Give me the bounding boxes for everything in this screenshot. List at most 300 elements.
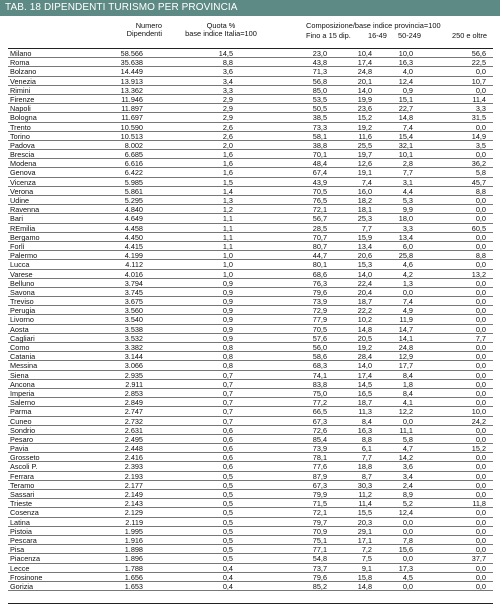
header-numero-line2: Dipendenti xyxy=(126,29,162,38)
numero-cell: 35.638 xyxy=(120,58,143,68)
quota-cell: 1,0 xyxy=(222,251,233,261)
quota-cell: 3,3 xyxy=(222,85,233,95)
range-16-49-cell: 16,3 xyxy=(357,425,372,435)
range-16-49-cell: 20,5 xyxy=(357,333,372,343)
range-16-49-cell: 11,2 xyxy=(358,490,372,499)
province-cell: Sondrio xyxy=(10,425,36,435)
province-cell: Napoli xyxy=(10,104,31,114)
table-row xyxy=(8,508,493,517)
range-16-49-cell: 15,8 xyxy=(357,572,372,582)
table-row xyxy=(8,233,493,242)
fino-15-cell: 67,3 xyxy=(312,416,327,426)
range-16-49-cell: 7,4 xyxy=(361,177,372,187)
numero-cell: 5.861 xyxy=(124,186,143,196)
range-16-49-cell: 19,1 xyxy=(357,168,372,178)
range-16-49-cell: 14,0 xyxy=(357,269,372,279)
range-250-oltre-cell: 0,0 xyxy=(475,572,486,582)
province-cell: Venezia xyxy=(10,76,36,86)
numero-cell: 2.853 xyxy=(124,388,143,398)
quota-cell: 0,7 xyxy=(222,407,233,417)
range-50-249-cell: 1,3 xyxy=(402,278,413,288)
quota-cell: 1,1 xyxy=(222,241,233,251)
table-row xyxy=(8,150,493,159)
range-50-249-cell: 0,9 xyxy=(402,85,413,95)
range-16-49-cell: 8,7 xyxy=(361,471,372,481)
table-row xyxy=(8,132,493,141)
province-cell: Forlì xyxy=(10,241,25,251)
table-row xyxy=(8,168,493,177)
range-16-49-cell: 10,4 xyxy=(357,49,372,58)
quota-cell: 3,4 xyxy=(222,76,233,86)
range-16-49-cell: 25,3 xyxy=(357,214,372,224)
fino-15-cell: 56,0 xyxy=(312,343,327,352)
range-16-49-cell: 12,6 xyxy=(357,159,372,169)
numero-cell: 3.066 xyxy=(124,361,143,371)
range-16-49-cell: 25,5 xyxy=(357,140,372,150)
quota-cell: 0,4 xyxy=(222,572,233,582)
numero-cell: 2.732 xyxy=(124,416,143,426)
range-16-49-cell: 14,5 xyxy=(357,379,372,389)
table-row xyxy=(8,536,493,545)
fino-15-cell: 44,7 xyxy=(312,251,327,261)
range-50-249-cell: 7,4 xyxy=(402,297,413,307)
range-50-249-cell: 5,8 xyxy=(402,434,413,444)
header-quota-line2: base indice Italia=100 xyxy=(185,29,257,38)
range-16-49-cell: 17,4 xyxy=(357,58,372,68)
table-row xyxy=(8,453,493,462)
range-250-oltre-cell: 0,0 xyxy=(475,260,486,270)
numero-cell: 1.995 xyxy=(124,526,143,536)
table-row xyxy=(8,371,493,380)
numero-cell: 2.935 xyxy=(124,370,143,380)
fino-15-cell: 70,1 xyxy=(312,150,327,160)
range-250-oltre-cell: 5,8 xyxy=(475,168,486,178)
range-16-49-cell: 20,4 xyxy=(357,287,372,297)
range-50-249-cell: 12,4 xyxy=(398,508,413,518)
numero-cell: 5.295 xyxy=(124,196,143,205)
range-50-249-cell: 7,4 xyxy=(402,122,413,132)
fino-15-cell: 23,0 xyxy=(312,49,327,58)
range-250-oltre-cell: 0,0 xyxy=(475,462,486,472)
table-row xyxy=(8,67,493,76)
table-row xyxy=(8,481,493,490)
fino-15-cell: 79,6 xyxy=(312,572,327,582)
numero-cell: 3.538 xyxy=(124,324,143,334)
range-250-oltre-cell: 0,0 xyxy=(475,517,486,527)
quota-cell: 0,7 xyxy=(222,398,233,408)
numero-cell: 2.631 xyxy=(124,425,143,435)
quota-cell: 8,8 xyxy=(222,58,233,68)
quota-cell: 14,5 xyxy=(218,49,233,58)
range-50-249-cell: 4,1 xyxy=(402,398,413,408)
range-50-249-cell: 14,1 xyxy=(398,333,413,343)
range-250-oltre-cell: 0,0 xyxy=(475,205,486,215)
range-250-oltre-cell: 0,0 xyxy=(475,297,486,307)
fino-15-cell: 79,7 xyxy=(312,517,327,527)
range-16-49-cell: 20,6 xyxy=(357,251,372,261)
province-cell: Gorizia xyxy=(10,581,34,591)
table-row xyxy=(8,417,493,426)
range-50-249-cell: 4,4 xyxy=(402,186,413,196)
range-16-49-cell: 19,2 xyxy=(357,343,372,352)
table-row xyxy=(8,205,493,214)
range-250-oltre-cell: 0,0 xyxy=(475,480,486,490)
range-50-249-cell: 4,2 xyxy=(402,269,413,279)
range-16-49-cell: 28,4 xyxy=(357,352,372,362)
quota-cell: 0,4 xyxy=(222,581,233,591)
numero-cell: 6.616 xyxy=(124,159,143,169)
numero-cell: 2.448 xyxy=(124,444,143,454)
range-16-49-cell: 18,7 xyxy=(357,297,372,307)
numero-cell: 4.458 xyxy=(124,223,143,233)
province-cell: Frosinone xyxy=(10,572,43,582)
fino-15-cell: 75,0 xyxy=(312,388,327,398)
numero-cell: 3.382 xyxy=(124,343,143,352)
range-50-249-cell: 3,1 xyxy=(402,177,413,187)
province-cell: REmilia xyxy=(10,223,36,233)
table-row xyxy=(8,334,493,343)
numero-cell: 1.653 xyxy=(124,581,143,591)
fino-15-cell: 85,4 xyxy=(312,434,327,444)
fino-15-cell: 43,9 xyxy=(312,177,327,187)
quota-cell: 0,9 xyxy=(222,278,233,288)
fino-15-cell: 76,3 xyxy=(312,278,327,288)
range-16-49-cell: 8,4 xyxy=(361,416,372,426)
quota-cell: 0,5 xyxy=(222,517,233,527)
table-row xyxy=(8,178,493,187)
range-16-49-cell: 15,5 xyxy=(357,508,372,518)
quota-cell: 1,6 xyxy=(222,168,233,178)
numero-cell: 11.897 xyxy=(121,104,143,114)
range-250-oltre-cell: 24,2 xyxy=(471,416,486,426)
province-cell: Varese xyxy=(10,269,33,279)
range-250-oltre-cell: 0,0 xyxy=(475,306,486,316)
range-250-oltre-cell: 0,0 xyxy=(475,526,486,536)
quota-cell: 1,4 xyxy=(222,186,233,196)
range-250-oltre-cell: 0,0 xyxy=(475,490,486,499)
province-cell: Perugia xyxy=(10,306,36,316)
range-250-oltre-cell: 0,0 xyxy=(475,545,486,555)
range-16-49-cell: 15,2 xyxy=(357,113,372,123)
province-cell: Lecce xyxy=(10,563,30,573)
table-row xyxy=(8,582,493,591)
fino-15-cell: 80,1 xyxy=(312,260,327,270)
table-row xyxy=(8,196,493,205)
province-cell: Pavia xyxy=(10,444,29,454)
numero-cell: 2.393 xyxy=(124,462,143,472)
table-row xyxy=(8,260,493,269)
fino-15-cell: 87,9 xyxy=(312,471,327,481)
quota-cell: 1,3 xyxy=(222,196,233,205)
province-cell: Verona xyxy=(10,186,34,196)
fino-15-cell: 72,1 xyxy=(312,508,327,518)
range-50-249-cell: 8,9 xyxy=(402,490,413,499)
range-50-249-cell: 4,5 xyxy=(402,572,413,582)
range-250-oltre-cell: 31,5 xyxy=(471,113,486,123)
table-row xyxy=(8,426,493,435)
range-250-oltre-cell: 0,0 xyxy=(475,425,486,435)
range-16-49-cell: 18,8 xyxy=(357,462,372,472)
numero-cell: 4.840 xyxy=(124,205,143,215)
numero-cell: 2.149 xyxy=(124,490,143,499)
numero-cell: 2.416 xyxy=(124,453,143,463)
table-row xyxy=(8,545,493,554)
fino-15-cell: 53,5 xyxy=(312,94,327,104)
range-16-49-cell: 22,4 xyxy=(357,278,372,288)
range-16-49-cell: 14,0 xyxy=(357,85,372,95)
quota-cell: 0,9 xyxy=(222,306,233,316)
table-row xyxy=(8,564,493,573)
range-50-249-cell: 3,3 xyxy=(402,223,413,233)
range-50-249-cell: 15,1 xyxy=(398,94,413,104)
range-50-249-cell: 17,7 xyxy=(398,361,413,371)
range-50-249-cell: 24,8 xyxy=(398,343,413,352)
fino-15-cell: 79,9 xyxy=(312,490,327,499)
table-row xyxy=(8,407,493,416)
fino-15-cell: 70,9 xyxy=(312,526,327,536)
range-250-oltre-cell: 8,8 xyxy=(475,186,486,196)
range-50-249-cell: 0,0 xyxy=(402,517,413,527)
province-cell: Grosseto xyxy=(10,453,40,463)
quota-cell: 0,6 xyxy=(222,444,233,454)
table-title: TAB. 18 DIPENDENTI TURISMO PER PROVINCIA xyxy=(0,0,500,16)
range-50-249-cell: 3,4 xyxy=(402,471,413,481)
range-16-49-cell: 30,3 xyxy=(357,480,372,490)
fino-15-cell: 77,1 xyxy=(312,545,327,555)
province-cell: Siena xyxy=(10,370,29,380)
fino-15-cell: 70,5 xyxy=(312,186,327,196)
range-16-49-cell: 11,3 xyxy=(358,407,372,417)
quota-cell: 2,9 xyxy=(222,94,233,104)
range-16-49-cell: 9,1 xyxy=(361,563,372,573)
numero-cell: 8.002 xyxy=(124,140,143,150)
range-250-oltre-cell: 3,5 xyxy=(475,140,486,150)
range-250-oltre-cell: 0,0 xyxy=(475,196,486,205)
table-row xyxy=(8,58,493,67)
numero-cell: 1.916 xyxy=(124,535,143,545)
quota-cell: 3,6 xyxy=(222,67,233,77)
province-cell: Pisa xyxy=(10,545,25,555)
header-numero xyxy=(112,22,162,38)
quota-cell: 2,6 xyxy=(222,122,233,132)
range-250-oltre-cell: 15,2 xyxy=(471,444,486,454)
numero-cell: 3.540 xyxy=(124,315,143,325)
numero-cell: 1.656 xyxy=(124,572,143,582)
numero-cell: 2.119 xyxy=(125,517,143,527)
fino-15-cell: 85,0 xyxy=(312,85,327,95)
province-cell: Udine xyxy=(10,196,30,205)
range-250-oltre-cell: 22,5 xyxy=(471,58,486,68)
table-row xyxy=(8,270,493,279)
table-row xyxy=(8,343,493,352)
province-cell: Belluno xyxy=(10,278,35,288)
fino-15-cell: 78,1 xyxy=(312,453,327,463)
range-50-249-cell: 12,4 xyxy=(398,76,413,86)
range-250-oltre-cell: 0,0 xyxy=(475,535,486,545)
table-row xyxy=(8,527,493,536)
table-row xyxy=(8,554,493,563)
quota-cell: 1,5 xyxy=(222,177,233,187)
range-50-249-cell: 6,0 xyxy=(402,241,413,251)
numero-cell: 2.193 xyxy=(124,471,143,481)
province-cell: Imperia xyxy=(10,388,35,398)
range-50-249-cell: 12,2 xyxy=(398,407,413,417)
quota-cell: 0,5 xyxy=(222,526,233,536)
range-50-249-cell: 15,6 xyxy=(398,545,413,555)
province-cell: Pesaro xyxy=(10,434,34,444)
range-16-49-cell: 20,3 xyxy=(357,517,372,527)
numero-cell: 3.144 xyxy=(124,352,143,362)
quota-cell: 0,5 xyxy=(222,554,233,564)
fino-15-cell: 28,5 xyxy=(312,223,327,233)
range-16-49-cell: 19,2 xyxy=(357,122,372,132)
range-50-249-cell: 11,1 xyxy=(399,425,413,435)
province-cell: Padova xyxy=(10,140,35,150)
range-50-249-cell: 5,3 xyxy=(402,196,413,205)
province-cell: Rimini xyxy=(10,85,31,95)
table-row xyxy=(8,444,493,453)
range-16-49-cell: 16,5 xyxy=(357,388,372,398)
table-row xyxy=(8,86,493,95)
range-250-oltre-cell: 0,0 xyxy=(475,379,486,389)
province-cell: Latina xyxy=(10,517,30,527)
table-body xyxy=(8,49,493,591)
fino-15-cell: 83,8 xyxy=(312,379,327,389)
fino-15-cell: 80,7 xyxy=(312,241,327,251)
range-16-49-cell: 18,1 xyxy=(357,205,372,215)
fino-15-cell: 71,5 xyxy=(312,499,327,509)
range-250-oltre-cell: 3,3 xyxy=(475,104,486,114)
province-cell: Catania xyxy=(10,352,36,362)
province-cell: Lucca xyxy=(10,260,30,270)
fino-15-cell: 73,9 xyxy=(312,444,327,454)
range-250-oltre-cell: 60,5 xyxy=(471,223,486,233)
range-50-249-cell: 1,8 xyxy=(402,379,413,389)
range-250-oltre-cell: 0,0 xyxy=(475,370,486,380)
quota-cell: 0,9 xyxy=(222,297,233,307)
range-50-249-cell: 9,9 xyxy=(402,205,413,215)
range-16-49-cell: 24,8 xyxy=(357,67,372,77)
range-250-oltre-cell: 0,0 xyxy=(475,85,486,95)
range-50-249-cell: 16,3 xyxy=(398,58,413,68)
numero-cell: 3.560 xyxy=(124,306,143,316)
province-cell: Piacenza xyxy=(10,554,41,564)
fino-15-cell: 85,2 xyxy=(312,581,327,591)
quota-cell: 0,4 xyxy=(222,563,233,573)
range-250-oltre-cell: 0,0 xyxy=(475,241,486,251)
quota-cell: 0,9 xyxy=(222,315,233,325)
range-50-249-cell: 11,9 xyxy=(399,315,413,325)
range-16-49-cell: 23,6 xyxy=(357,104,372,114)
numero-cell: 3.675 xyxy=(124,297,143,307)
province-cell: Ravenna xyxy=(10,205,40,215)
range-16-49-cell: 17,4 xyxy=(357,370,372,380)
province-cell: Teramo xyxy=(10,480,35,490)
range-50-249-cell: 15,4 xyxy=(398,131,413,141)
range-250-oltre-cell: 11,8 xyxy=(472,499,486,509)
quota-cell: 2,6 xyxy=(222,131,233,141)
range-50-249-cell: 0,0 xyxy=(402,581,413,591)
range-50-249-cell: 2,4 xyxy=(402,480,413,490)
province-cell: Trento xyxy=(10,122,31,132)
table-row xyxy=(8,123,493,132)
quota-cell: 0,6 xyxy=(222,425,233,435)
quota-cell: 0,5 xyxy=(222,535,233,545)
range-250-oltre-cell: 0,0 xyxy=(475,508,486,518)
province-cell: Palermo xyxy=(10,251,38,261)
numero-cell: 2.495 xyxy=(124,434,143,444)
province-cell: Roma xyxy=(10,58,30,68)
province-cell: Bolzano xyxy=(10,67,37,77)
table-row xyxy=(8,95,493,104)
fino-15-cell: 73,7 xyxy=(312,563,327,573)
range-16-49-cell: 16,0 xyxy=(357,186,372,196)
table-row xyxy=(8,380,493,389)
fino-15-cell: 76,5 xyxy=(312,196,327,205)
table-row xyxy=(8,306,493,315)
table-row xyxy=(8,297,493,306)
range-50-249-cell: 12,9 xyxy=(398,352,413,362)
quota-cell: 0,9 xyxy=(222,333,233,343)
quota-cell: 0,6 xyxy=(222,434,233,444)
fino-15-cell: 66,5 xyxy=(312,407,327,417)
range-16-49-cell: 7,2 xyxy=(361,545,372,555)
range-250-oltre-cell: 45,7 xyxy=(471,177,486,187)
table-row xyxy=(8,472,493,481)
header-fino-15: Fino a 15 dip. xyxy=(306,31,351,40)
province-cell: Trieste xyxy=(10,499,33,509)
range-50-249-cell: 3,6 xyxy=(402,462,413,472)
province-cell: Genova xyxy=(10,168,36,178)
quota-cell: 0,7 xyxy=(222,416,233,426)
range-16-49-cell: 14,8 xyxy=(357,324,372,334)
quota-cell: 2,9 xyxy=(222,104,233,114)
range-16-49-cell: 7,7 xyxy=(361,453,372,463)
table-row xyxy=(8,104,493,113)
fino-15-cell: 68,3 xyxy=(312,361,327,371)
table-row xyxy=(8,187,493,196)
province-cell: Bari xyxy=(10,214,23,224)
header-quota xyxy=(176,22,266,38)
quota-cell: 0,7 xyxy=(222,388,233,398)
fino-15-cell: 79,6 xyxy=(312,287,327,297)
range-16-49-cell: 11,4 xyxy=(358,499,372,509)
header-50-249: 50-249 xyxy=(398,31,422,40)
fino-15-cell: 70,5 xyxy=(312,324,327,334)
range-50-249-cell: 2,8 xyxy=(402,159,413,169)
range-50-249-cell: 0,0 xyxy=(402,526,413,536)
range-250-oltre-cell: 0,0 xyxy=(475,563,486,573)
fino-15-cell: 56,7 xyxy=(312,214,327,224)
range-50-249-cell: 0,0 xyxy=(402,287,413,297)
quota-cell: 0,5 xyxy=(222,490,233,499)
numero-cell: 13.913 xyxy=(120,76,143,86)
quota-cell: 0,6 xyxy=(222,453,233,463)
quota-cell: 1,6 xyxy=(222,150,233,160)
header-composizione-line1: Composizione/base indice provincia=100 xyxy=(306,21,441,30)
range-250-oltre-cell: 0,0 xyxy=(475,361,486,371)
range-16-49-cell: 15,3 xyxy=(357,260,372,270)
numero-cell: 2.143 xyxy=(124,499,143,509)
range-250-oltre-cell: 0,0 xyxy=(475,352,486,362)
fino-15-cell: 73,3 xyxy=(312,122,327,132)
quota-cell: 2,9 xyxy=(222,113,233,123)
quota-cell: 0,9 xyxy=(222,324,233,334)
quota-cell: 1,1 xyxy=(222,214,233,224)
header-numero-line1: Numero xyxy=(135,21,162,30)
province-cell: Vicenza xyxy=(10,177,36,187)
range-16-49-cell: 29,1 xyxy=(357,526,372,536)
